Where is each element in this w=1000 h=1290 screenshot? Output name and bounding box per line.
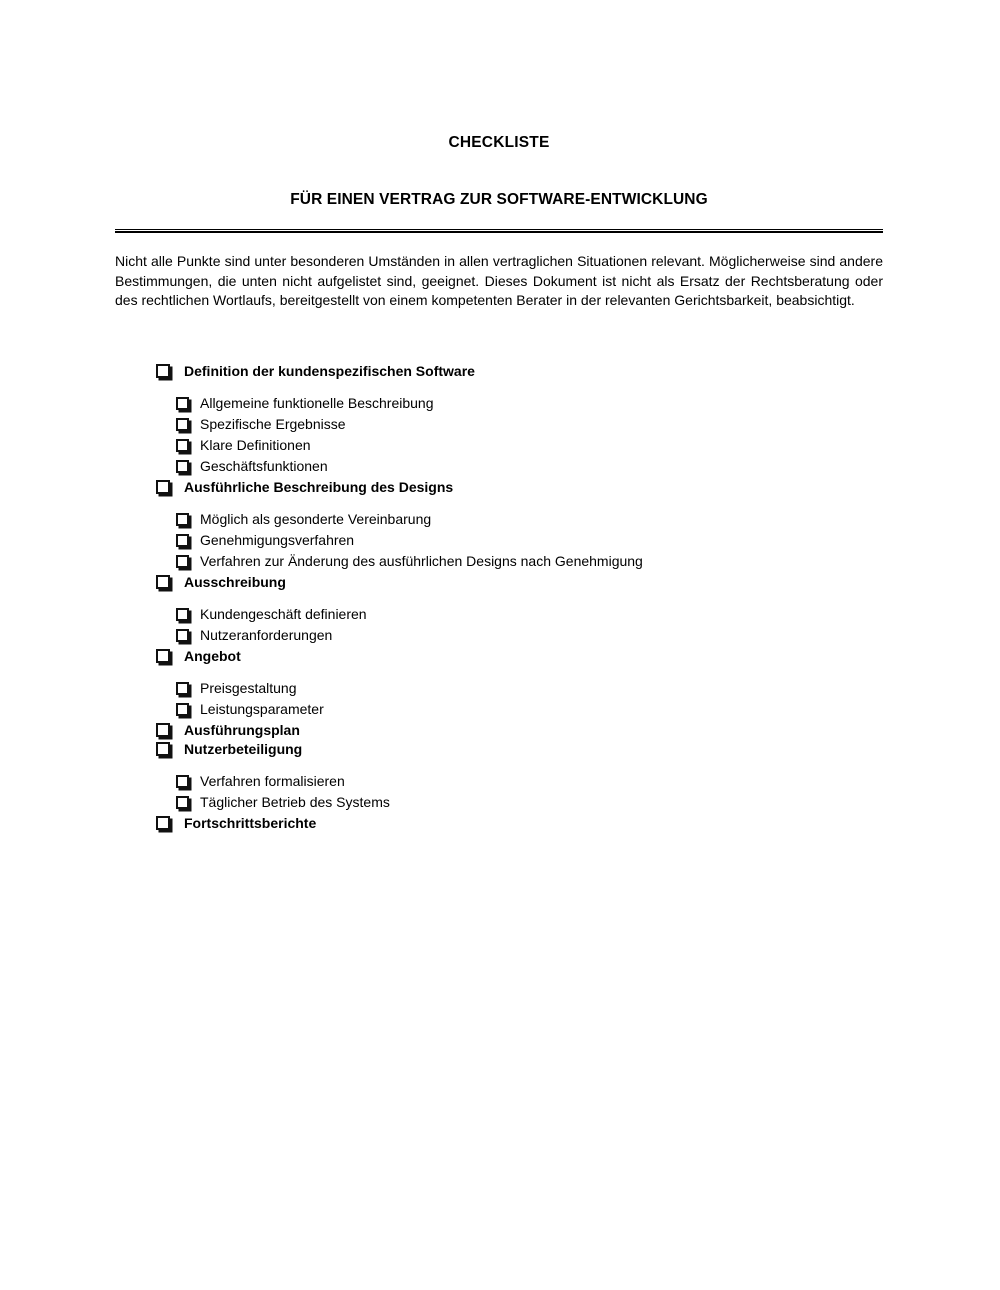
checklist-subitem-row[interactable] [0, 394, 1000, 415]
checkbox-empty-icon[interactable] [156, 723, 170, 737]
checkbox-empty-icon[interactable] [156, 816, 170, 830]
checklist-subitem-list [0, 605, 1000, 647]
checklist-section [0, 814, 1000, 833]
checklist-subitem-row[interactable] [0, 552, 1000, 573]
checklist-subitem-list [0, 679, 1000, 721]
checklist-subitem-label: Leistungsparameter [200, 701, 324, 717]
checklist-subitem-label: Klare Definitionen [200, 437, 311, 453]
checkbox-empty-icon[interactable] [176, 513, 189, 526]
checklist-section-row[interactable] [0, 573, 1000, 592]
document-header [115, 132, 883, 210]
checklist-subitem-label: Verfahren formalisieren [200, 773, 345, 789]
checklist-subitem-row[interactable] [0, 626, 1000, 647]
checklist-subitem-row[interactable] [0, 457, 1000, 478]
checklist-section-label: Definition der kundenspezifischen Software [184, 363, 475, 379]
checklist-subitem-label: Nutzeranforderungen [200, 627, 333, 643]
checklist-section-row[interactable] [0, 647, 1000, 666]
checklist-section [0, 721, 1000, 740]
checklist-section [0, 573, 1000, 647]
checklist-section [0, 362, 1000, 478]
checkbox-empty-icon[interactable] [176, 796, 189, 809]
checklist-section [0, 478, 1000, 573]
checkbox-empty-icon[interactable] [176, 608, 189, 621]
checkbox-empty-icon[interactable] [176, 534, 189, 547]
checklist-subitem-label: Täglicher Betrieb des Systems [200, 794, 390, 810]
checklist-subitem-label: Preisgestaltung [200, 680, 297, 696]
checkbox-empty-icon[interactable] [176, 397, 189, 410]
checklist-subitem-row[interactable] [0, 510, 1000, 531]
checkbox-empty-icon[interactable] [176, 439, 189, 452]
checklist-section-label: Fortschrittsberichte [184, 815, 317, 831]
header-divider [115, 228, 883, 233]
checklist-subitem-list [0, 510, 1000, 573]
checklist-subitem-label: Spezifische Ergebnisse [200, 416, 346, 432]
checkbox-empty-icon[interactable] [156, 649, 170, 663]
checklist-section-row[interactable] [0, 814, 1000, 833]
checkbox-empty-icon[interactable] [176, 555, 189, 568]
checklist-section-label: Angebot [184, 648, 241, 664]
checklist-subitem-label: Genehmigungsverfahren [200, 532, 355, 548]
checklist-subitem-row[interactable] [0, 415, 1000, 436]
checklist-subitem-label: Möglich als gesonderte Vereinbarung [200, 511, 432, 527]
checklist-section-row[interactable] [0, 721, 1000, 740]
checklist-subitem-row[interactable] [0, 772, 1000, 793]
page-subtitle: FÜR EINEN VERTRAG ZUR SOFTWARE-ENTWICKLUNG [290, 191, 708, 208]
checklist-subitem-label: Allgemeine funktionelle Beschreibung [200, 395, 434, 411]
checkbox-empty-icon[interactable] [176, 460, 189, 473]
checklist-section-label: Ausschreibung [184, 574, 286, 590]
checkbox-empty-icon[interactable] [156, 575, 170, 589]
checklist-section [0, 740, 1000, 814]
checklist-section-row[interactable] [0, 362, 1000, 381]
checklist-subitem-label: Verfahren zur Änderung des ausführlichen Designs nach Genehmigung [200, 553, 643, 569]
checklist-subitem-label: Kundengeschäft definieren [200, 606, 367, 622]
checklist-section-label: Ausführliche Beschreibung des Designs [184, 479, 454, 495]
checklist-section-row[interactable] [0, 478, 1000, 497]
checklist-subitem-label: Geschäftsfunktionen [200, 458, 328, 474]
checkbox-empty-icon[interactable] [176, 418, 189, 431]
checkbox-empty-icon[interactable] [176, 703, 189, 716]
checkbox-empty-icon[interactable] [156, 480, 170, 494]
checklist-section-label: Ausführungsplan [184, 722, 300, 738]
checklist-subitem-row[interactable] [0, 700, 1000, 721]
checklist-subitem-list [0, 394, 1000, 478]
checklist-subitem-row[interactable] [0, 793, 1000, 814]
checklist-section-row[interactable] [0, 740, 1000, 759]
checklist-subitem-row[interactable] [0, 436, 1000, 457]
checkbox-empty-icon[interactable] [156, 364, 170, 378]
checkbox-empty-icon[interactable] [176, 682, 189, 695]
checkbox-empty-icon[interactable] [156, 742, 170, 756]
intro-paragraph: Nicht alle Punkte sind unter besonderen Umständen in allen vertraglichen Situationen relevant. Möglicherweise sind andere Bestimmungen, die unten nicht aufgelistet sind, geeignet. Dieses Dokument ist nicht als Ersatz der Rechtsberatung oder des rechtlichen Wortlaufs, bereitgestellt von einem kompetenten Berater in der relevanten Gerichtsbarkeit, beabsichtigt. [115, 253, 883, 308]
checklist-section [0, 647, 1000, 721]
checklist-subitem-row[interactable] [0, 679, 1000, 700]
page-title: CHECKLISTE [448, 134, 550, 151]
checklist-subitem-list [0, 772, 1000, 814]
checklist-subitem-row[interactable] [0, 605, 1000, 626]
checklist [0, 362, 1000, 833]
checkbox-empty-icon[interactable] [176, 629, 189, 642]
checkbox-empty-icon[interactable] [176, 775, 189, 788]
checklist-section-label: Nutzerbeteiligung [184, 741, 303, 757]
